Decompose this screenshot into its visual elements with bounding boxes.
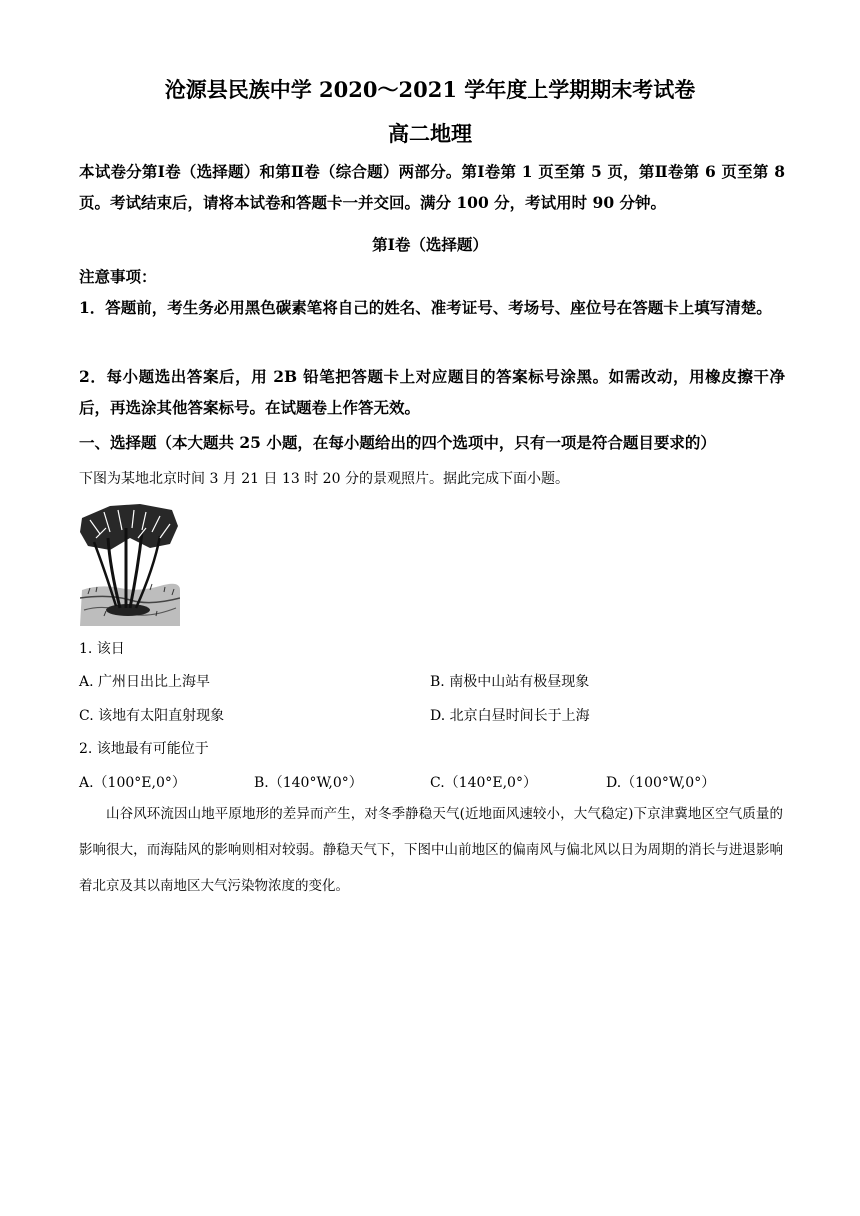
question-stem: 下图为某地北京时间 3 月 21 日 13 时 20 分的景观照片。据此完成下面小题。 xyxy=(79,471,569,487)
question-1-option-c[interactable]: C. 该地有太阳直射现象 xyxy=(79,708,225,724)
exam-subject: 高二地理 xyxy=(388,121,472,146)
question-2-option-d[interactable]: D.（100°W,0°） xyxy=(606,775,716,791)
question-2-text: 2. 该地最有可能位于 xyxy=(79,741,209,757)
part-one-heading: 一、选择题（本大题共 25 小题，在每小题给出的四个选项中，只有一项是符合题目要求的） xyxy=(79,433,716,452)
question-1-text: 1. 该日 xyxy=(79,641,125,657)
palm-tree-photo xyxy=(80,498,180,626)
question-1-option-a[interactable]: A. 广州日出比上海早 xyxy=(79,674,211,690)
question-2-option-a[interactable]: A.（100°E,0°） xyxy=(79,775,186,791)
exam-title: 沧源县民族中学 2020～2021 学年度上学期期末考试卷 xyxy=(164,77,696,102)
question-2-option-c[interactable]: C.（140°E,0°） xyxy=(430,775,537,791)
question-1-option-b[interactable]: B. 南极中山站有极昼现象 xyxy=(430,674,590,690)
question-1-option-d[interactable]: D. 北京白昼时间长于上海 xyxy=(430,708,590,724)
notice-item-2: 2．每小题选出答案后，用 2B 铅笔把答题卡上对应题目的答案标号涂黑。如需改动，用橡皮擦干净后，再选涂其他答案标号。在试题卷上作答无效。 xyxy=(79,367,785,417)
section-heading: 第Ⅰ卷（选择题） xyxy=(372,235,488,254)
question-2-option-b[interactable]: B.（140°W,0°） xyxy=(254,775,363,791)
notice-title: 注意事项： xyxy=(79,267,157,286)
reading-passage: 山谷风环流因山地平原地形的差异而产生，对冬季静稳天气(近地面风速较小，大气稳定)下京津冀地区空气质量的影响很大，而海陆风的影响则相对较弱。静稳天气下，下图中山前地区的偏南风与偏北风以日为周期的消长与进退影响着北京及其以南地区大气污染物浓度的变化。 xyxy=(79,806,783,894)
exam-intro: 本试卷分第Ⅰ卷（选择题）和第Ⅱ卷（综合题）两部分。第Ⅰ卷第 1 页至第 5 页，第Ⅱ卷第 6 页至第 8 页。考试结束后，请将本试卷和答题卡一并交回。满分 100 分，考试用时 90 分钟。 xyxy=(79,162,785,212)
notice-item-1: 1．答题前，考生务必用黑色碳素笔将自己的姓名、准考证号、考场号、座位号在答题卡上填写清楚。 xyxy=(79,298,772,317)
